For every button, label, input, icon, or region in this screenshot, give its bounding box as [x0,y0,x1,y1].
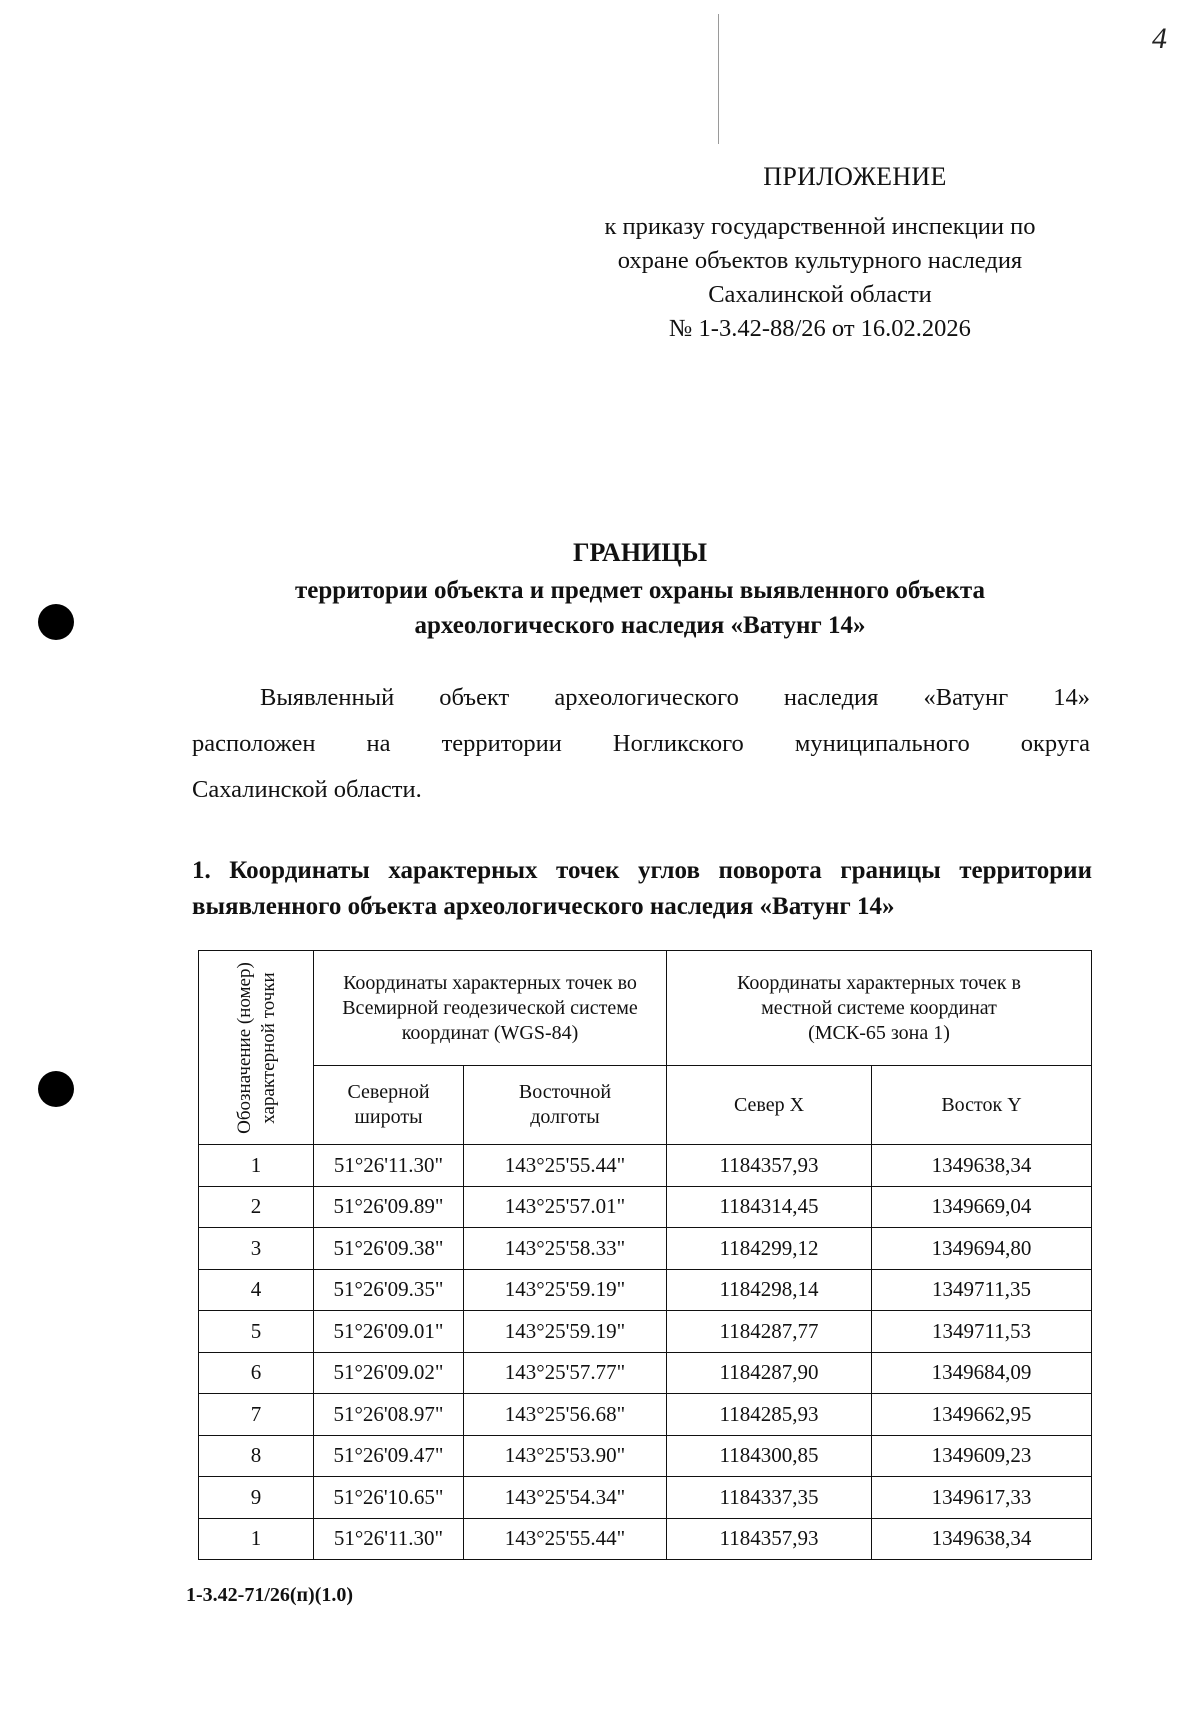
section-title-line: 1. Координаты характерных точек углов поворота границы территории [192,857,1092,884]
cell-north-x: 1184337,35 [667,1477,872,1519]
cell-east-y: 1349638,34 [872,1518,1092,1560]
header-msk65-group: Координаты характерных точек в местной системе координат (МСК-65 зона 1) [667,951,1092,1066]
cell-east-y: 1349684,09 [872,1352,1092,1394]
punch-hole-bottom [38,1071,74,1107]
cell-latitude: 51°26'09.01" [314,1311,464,1353]
header-north-x: Север X [667,1066,872,1145]
table-row [199,1269,1092,1311]
scan-artifact-line [718,14,719,144]
header-point-number-text: Обозначение (номер) характерной точки [233,961,279,1134]
cell-latitude: 51°26'09.02" [314,1352,464,1394]
cell-longitude: 143°25'55.44" [464,1518,667,1560]
header-east-y: Восток Y [872,1066,1092,1145]
annex-title: ПРИЛОЖЕНИЕ [763,162,947,191]
coordinates-table [198,950,1092,1560]
cell-latitude: 51°26'09.89" [314,1186,464,1228]
cell-point: 6 [199,1352,314,1394]
cell-point: 7 [199,1394,314,1436]
cell-longitude: 143°25'53.90" [464,1435,667,1477]
heading-main: ГРАНИЦЫ [572,538,708,567]
paragraph-line: Сахалинской области. [192,776,422,803]
table-row [199,1186,1092,1228]
cell-latitude: 51°26'08.97" [314,1394,464,1436]
cell-point: 4 [199,1269,314,1311]
table-row [199,1394,1092,1436]
cell-point: 2 [199,1186,314,1228]
table-row [199,1435,1092,1477]
header-wgs84-group: Координаты характерных точек во Всемирной геодезической системе координат (WGS-84) [314,951,667,1066]
cell-east-y: 1349669,04 [872,1186,1092,1228]
cell-north-x: 1184287,77 [667,1311,872,1353]
cell-east-y: 1349694,80 [872,1228,1092,1270]
cell-north-x: 1184285,93 [667,1394,872,1436]
cell-point: 9 [199,1477,314,1519]
cell-longitude: 143°25'56.68" [464,1394,667,1436]
paragraph-line: расположен на территории Ногликского муниципального округа [192,730,1090,757]
header-point-number [199,951,314,1145]
annex-block [560,160,1080,346]
cell-latitude: 51°26'10.65" [314,1477,464,1519]
cell-latitude: 51°26'11.30" [314,1518,464,1560]
annex-line: № 1-3.42-88/26 от 16.02.2026 [669,315,971,342]
header-latitude: Северной широты [314,1066,464,1145]
cell-east-y: 1349617,33 [872,1477,1092,1519]
header-longitude: Восточной долготы [464,1066,667,1145]
table-row [199,1477,1092,1519]
cell-north-x: 1184357,93 [667,1518,872,1560]
annex-line: к приказу государственной инспекции по [604,213,1036,240]
cell-latitude: 51°26'09.38" [314,1228,464,1270]
table-row [199,1518,1092,1560]
paragraph-line: Выявленный объект археологического наследия «Ватунг 14» [260,684,1090,711]
cell-longitude: 143°25'57.77" [464,1352,667,1394]
table-row [199,1228,1092,1270]
cell-east-y: 1349711,53 [872,1311,1092,1353]
intro-paragraph [192,675,1090,813]
document-code: 1-3.42-71/26(п)(1.0) [186,1584,354,1606]
cell-north-x: 1184300,85 [667,1435,872,1477]
cell-longitude: 143°25'59.19" [464,1269,667,1311]
cell-east-y: 1349638,34 [872,1145,1092,1187]
heading-line: археологического наследия «Ватунг 14» [414,612,866,639]
page-number: 4 [1152,22,1167,55]
annex-line: Сахалинской области [708,281,932,308]
punch-hole-top [38,604,74,640]
section-title [192,853,1092,925]
cell-latitude: 51°26'09.35" [314,1269,464,1311]
cell-latitude: 51°26'11.30" [314,1145,464,1187]
cell-east-y: 1349662,95 [872,1394,1092,1436]
cell-east-y: 1349609,23 [872,1435,1092,1477]
table-row [199,1352,1092,1394]
cell-longitude: 143°25'54.34" [464,1477,667,1519]
cell-north-x: 1184287,90 [667,1352,872,1394]
cell-point: 5 [199,1311,314,1353]
annex-line: охране объектов культурного наследия [617,247,1023,274]
cell-north-x: 1184298,14 [667,1269,872,1311]
table-row [199,1311,1092,1353]
cell-longitude: 143°25'59.19" [464,1311,667,1353]
cell-point: 3 [199,1228,314,1270]
section-title-line: выявленного объекта археологического наследия «Ватунг 14» [192,893,895,920]
cell-longitude: 143°25'57.01" [464,1186,667,1228]
cell-north-x: 1184299,12 [667,1228,872,1270]
cell-north-x: 1184357,93 [667,1145,872,1187]
document-heading [190,535,1090,643]
cell-latitude: 51°26'09.47" [314,1435,464,1477]
table-row [199,1145,1092,1187]
cell-longitude: 143°25'55.44" [464,1145,667,1187]
cell-point: 1 [199,1518,314,1560]
cell-north-x: 1184314,45 [667,1186,872,1228]
cell-east-y: 1349711,35 [872,1269,1092,1311]
cell-point: 8 [199,1435,314,1477]
heading-line: территории объекта и предмет охраны выявленного объекта [295,577,985,604]
cell-point: 1 [199,1145,314,1187]
cell-longitude: 143°25'58.33" [464,1228,667,1270]
